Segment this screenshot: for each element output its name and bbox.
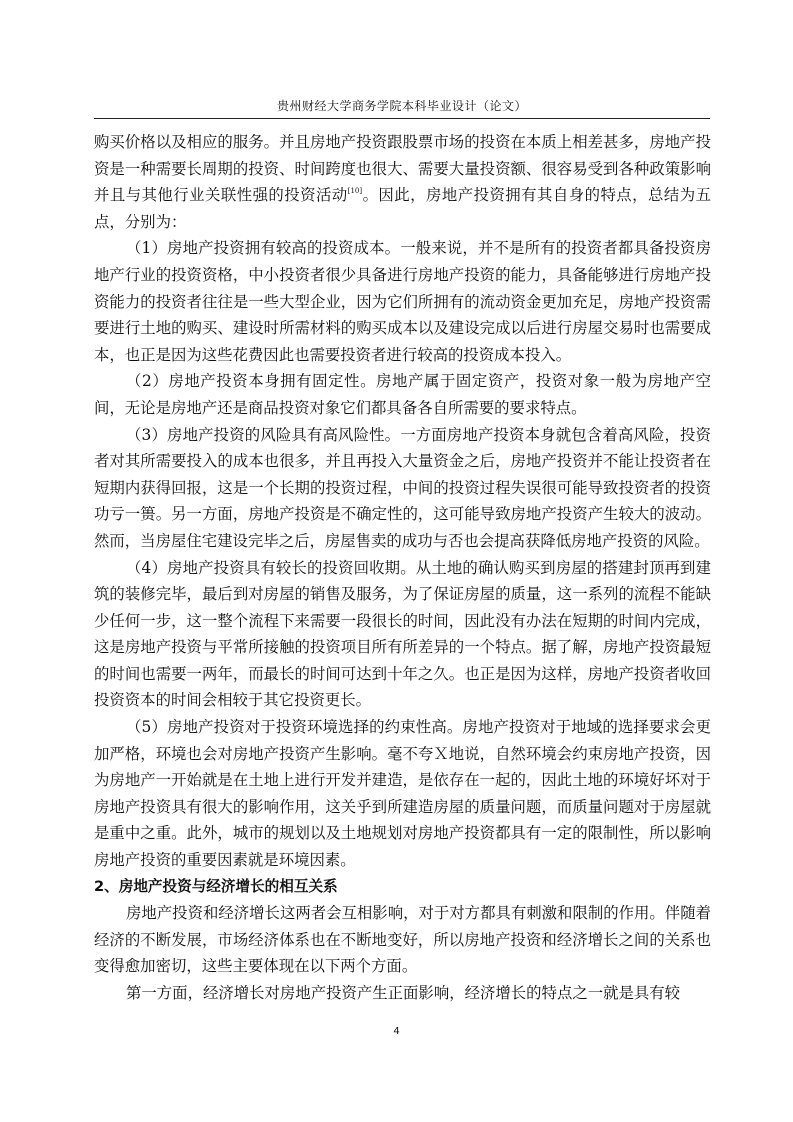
point-paragraph-1: （1）房地产投资拥有较高的投资成本。一般来说，并不是所有的投资者都具备投资房地产行业的投资资格，中小投资者很少具备进行房地产投资的能力，具备能够进行房地产投资能力的投资者往往是一些大型企业，因为它们所拥有的流动资金更加充足，房地产投资需要进行土地的购买、建设时所需材料的购买成本以及建设完成以后进行房屋交易时也需要成本，也正是因为这些花费因此也需要投资者进行较高的投资成本投入。 (94, 239, 711, 364)
point-paragraph-5: （5）房地产投资对于投资环境选择的约束性高。房地产投资对于地域的选择要求会更加严格，环境也会对房地产投资产生影响。毫不夸Ｘ地说，自然环境会约束房地产投资，因为房地产一开始就是在土地上进行开发并建造，是依存在一起的，因此土地的环境好坏对于房地产投资具有很大的影响作用，这关乎到所建造房屋的质量问题，而质量问题对于房屋就是重中之重。此外，城市的规划以及土地规划对房地产投资都具有一定的限制性，所以影响房地产投资的重要因素就是环境因素。 (94, 718, 711, 870)
point-paragraph-2: （2）房地产投资本身拥有固定性。房地产属于固定资产，投资对象一般为房地产空间，无论是房地产还是商品投资对象它们都具备各自所需要的要求特点。 (94, 372, 711, 417)
page-number: 4 (393, 1026, 400, 1037)
section-paragraph-1: 房地产投资和经济增长这两者会互相影响，对于对方都具有刺激和限制的作用。伴随着经济的不断发展，市场经济体系也在不断地变好，所以房地产投资和经济增长之间的关系也变得愈加密切，这些主要体现在以下两个方面。 (94, 904, 711, 976)
intro-text: 购买价格以及相应的服务。并且房地产投资跟股票市场的投资在本质上相差甚多，房地产投资是一种需要长周期的投资、时间跨度也很大、需要大量投资额、很容易受到各种政策影响并且与其他行业关联性强的投资活动 (94, 133, 711, 205)
header-rule (94, 118, 710, 119)
intro-text-continued: 。因此，房地产投资拥有其自身的特点，总结为五点，分别为： (94, 186, 711, 231)
section-heading: 2、房地产投资与经济增长的相互关系 (94, 877, 338, 895)
document-body (94, 129, 711, 1007)
page-header: 贵州财经大学商务学院本科毕业设计（论文） (276, 99, 527, 113)
intro-paragraph (94, 129, 711, 235)
point-paragraph-3: （3）房地产投资的风险具有高风险性。一方面房地产投资本身就包含着高风险，投资者对其所需要投入的成本也很多，并且再投入大量资金之后，房地产投资并不能让投资者在短期内获得回报，这是一个长期的投资过程，中间的投资过程失误很可能导致投资者的投资功亏一篑。另一方面，房地产投资是不确定性的，这可能导致房地产投资产生较大的波动。然而，当房屋住宅建设完毕之后，房屋售卖的成功与否也会提高获降低房地产投资的风险。 (94, 425, 711, 550)
point-paragraph-4: （4）房地产投资具有较长的投资回收期。从土地的确认购买到房屋的搭建封顶再到建筑的装修完毕，最后到对房屋的销售及服务，为了保证房屋的质量，这一系列的流程不能缺少任何一步，这一整个流程下来需要一段很长的时间，因此没有办法在短期的时间内完成，这是房地产投资与平常所接触的投资项目所有所差异的一个特点。据了解，房地产投资最短的时间也需要一两年，而最长的时间可达到十年之久。也正是因为这样，房地产投资者收回投资资本的时间会相较于其它投资更长。 (94, 558, 711, 710)
citation-marker: [10] (347, 187, 363, 196)
section-paragraph-2: 第一方面，经济增长对房地产投资产生正面影响，经济增长的特点之一就是具有较 (126, 984, 681, 1002)
